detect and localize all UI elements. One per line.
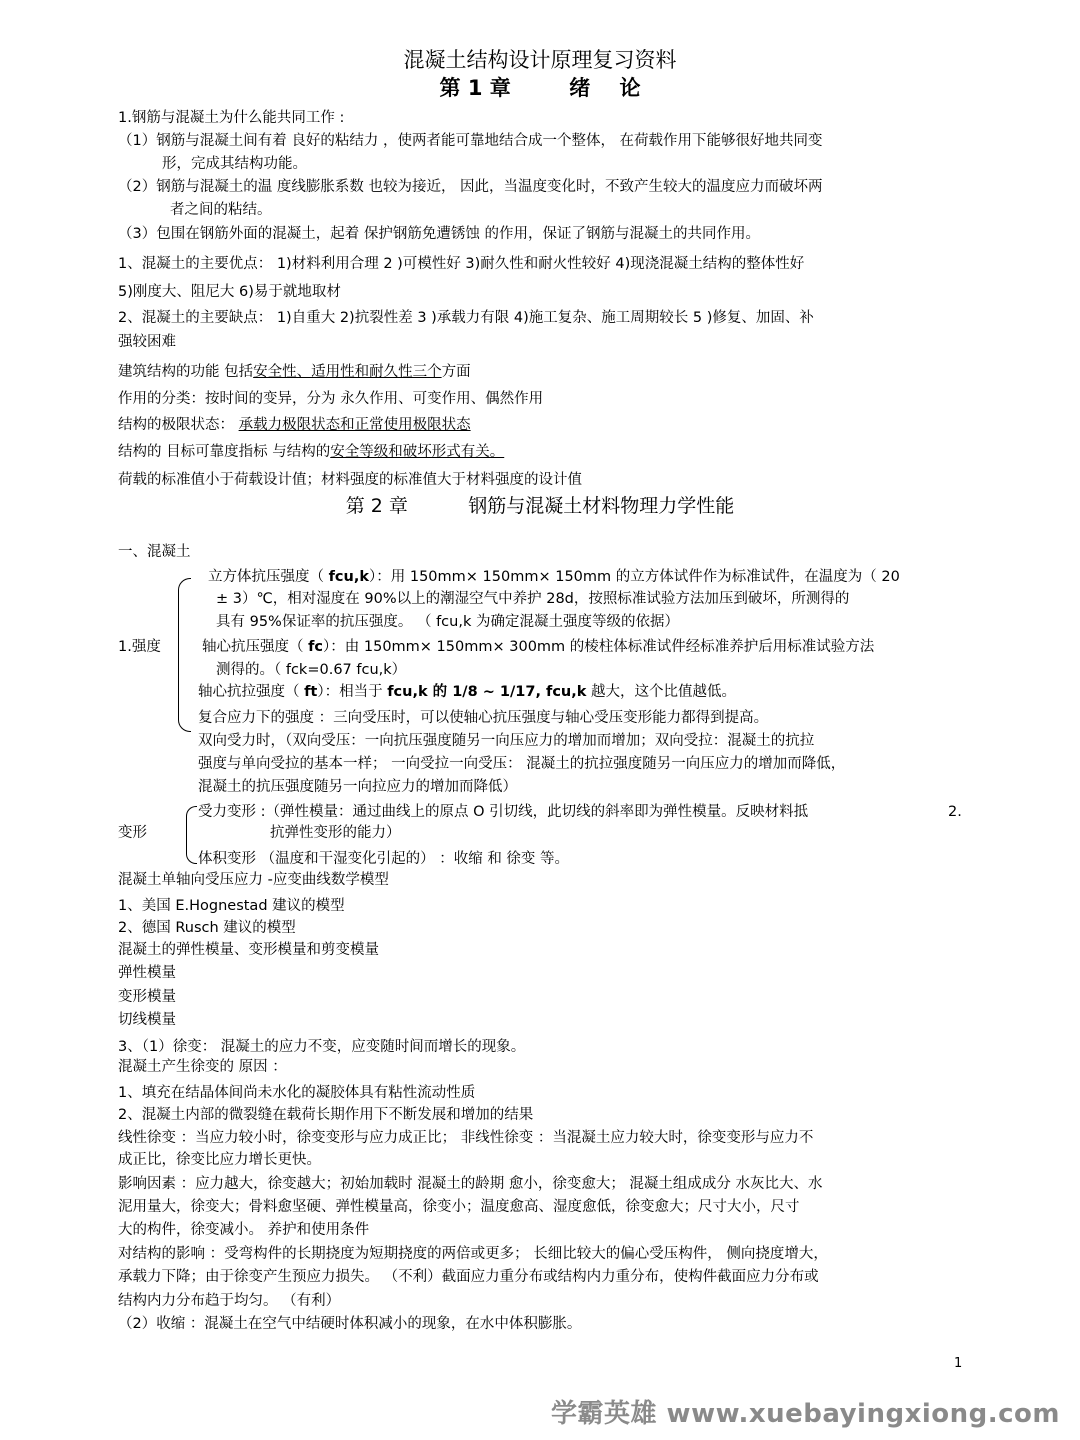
section-number: 2.	[948, 804, 962, 820]
creep-definition: 3、（1）徐变： 混凝土的应力不变，应变随时间而增长的现象。	[118, 1039, 526, 1055]
stress-deformation: 受力变形 :（弹性模量：通过曲线上的原点 O 引切线，此切线的斜率即为弹性模量。反映材料抵	[198, 804, 809, 820]
deformation-brace	[186, 806, 197, 864]
compound-stress-strength: 复合应力下的强度 ：三向受压时，可以使轴心抗压强度与轴心受压变形能力都得到提高。	[198, 710, 769, 726]
volume-deformation: 体积变形 （温度和干湿变化引起的） ：收缩 和 徐变 等。	[198, 851, 570, 867]
watermark: 学霸英雄 www.xuebayingxiong.com	[551, 1399, 1060, 1429]
advantages-cont: 5)刚度大、阻尼大 6)易于就地取材	[118, 284, 341, 300]
page-number: 1	[954, 1356, 963, 1371]
answer-2: （2）钢筋与混凝土的温 度线膨胀系数 也较为接近， 因此，当温度变化时，不致产生较大的温度应力而破坏两	[118, 179, 823, 195]
linear-creep: 线性徐变 ：当应力较小时，徐变变形与应力成正比； 非线性徐变 ：当混凝土应力较大时，徐变变形与应力不	[118, 1130, 814, 1146]
stress-deformation-cont: 抗弹性变形的能力）	[270, 825, 401, 841]
influence-factors-cont: 泥用量大，徐变大；骨料愈坚硬、弹性模量高，徐变小；温度愈高、湿度愈低，徐变愈大；尺寸大小，尺寸	[118, 1199, 800, 1215]
biaxial-stress: 双向受力时，（双向受压：一向抗压强度随另一向压应力的增加而增加；双向受拉：混凝土的抗拉	[198, 733, 815, 749]
structural-effects-cont: 承载力下降；由于徐变产生预应力损失。 （不利）截面应力重分布或结构内力重分布，使构件截面应力分布或	[118, 1269, 819, 1285]
cube-strength: 立方体抗压强度（ fcu,k）：用 150mm× 150mm× 150mm 的立方体试件作为标准试件，在温度为（ 20	[208, 569, 900, 585]
structure-function: 建筑结构的功能 包括安全性、适用性和耐久性三个方面	[118, 364, 471, 380]
axial-compressive-cont: 测得的。（ fck=0.67 fcu,k）	[216, 662, 407, 678]
reliability-index: 结构的 目标可靠度指标 与结构的安全等级和破坏形式有关。	[118, 444, 505, 460]
elastic-modulus: 弹性模量	[118, 965, 176, 981]
moduli-heading: 混凝土的弹性模量、变形模量和剪变模量	[118, 942, 379, 958]
linear-creep-cont: 成正比，徐变比应力增长更快。	[118, 1152, 321, 1168]
limit-states: 结构的极限状态： 承载力极限状态和正常使用极限状态	[118, 417, 471, 433]
stress-strain-model: 混凝土单轴向受压应力 -应变曲线数学模型	[118, 872, 389, 888]
creep-cause-1: 1、填充在结晶体间尚未水化的凝胶体具有粘性流动性质	[118, 1085, 476, 1101]
axial-compressive-strength: 轴心抗压强度（ fc）：由 150mm× 150mm× 300mm 的棱柱体标准试件经标准养护后用标准试验方法	[202, 639, 875, 655]
section-concrete: 一、混凝土	[118, 544, 191, 560]
chapter-2-heading: 第 2 章 钢筋与混凝土材料物理力学性能	[345, 495, 735, 517]
influence-factors-cont2: 大的构件，徐变减小。 养护和使用条件	[118, 1222, 370, 1238]
disadvantages-cont: 强较困难	[118, 334, 176, 350]
answer-2-cont: 者之间的粘结。	[170, 202, 272, 218]
strength-brace	[178, 578, 191, 732]
disadvantages: 2、混凝土的主要缺点： 1)自重大 2)抗裂性差 3 )承载力有限 4)施工复杂、施工周期较长 5 )修复、加固、补	[118, 310, 814, 326]
creep-cause-2: 2、混凝土内部的微裂缝在载荷长期作用下不断发展和增加的结果	[118, 1107, 534, 1123]
creep-causes: 混凝土产生徐变的 原因 ：	[118, 1059, 287, 1075]
structural-effects-cont2: 结构内力分布趋于均匀。 （有利）	[118, 1293, 341, 1309]
tangent-modulus: 切线模量	[118, 1012, 176, 1028]
biaxial-stress-cont: 强度与单向受拉的基本一样； 一向受拉一向受压： 混凝土的抗拉强度随另一向压应力的增加而降低，	[198, 756, 846, 772]
model-hognestad: 1、美国 E.Hognestad 建议的模型	[118, 898, 345, 914]
biaxial-stress-cont2: 混凝土的抗压强度随另一向拉应力的增加而降低）	[198, 779, 517, 795]
document-title: 混凝土结构设计原理复习资料	[403, 48, 677, 72]
cube-strength-cont2: 具有 95%保证率的抗压强度。 （ fcu,k 为确定混凝土强度等级的依据）	[216, 614, 679, 630]
structural-effects: 对结构的影响 ：受弯构件的长期挠度为短期挠度的两倍或更多； 长细比较大的偏心受压构件， 侧向挠度增大，	[118, 1246, 828, 1262]
deformation-label: 变形	[118, 825, 147, 841]
strength-label: 1.强度	[118, 639, 161, 655]
advantages: 1、混凝土的主要优点： 1)材料利用合理 2 )可模性好 3)耐久性和耐火性较好 4)现浇混凝土结构的整体性好	[118, 256, 805, 272]
model-rusch: 2、德国 Rusch 建议的模型	[118, 920, 296, 936]
answer-1: （1）钢筋与混凝土间有着 良好的粘结力 ，使两者能可靠地结合成一个整体， 在荷载作用下能够很好地共同变	[118, 133, 823, 149]
deformation-modulus: 变形模量	[118, 989, 176, 1005]
question-1: 1.钢筋与混凝土为什么能共同工作 :	[118, 110, 345, 126]
load-values: 荷载的标准值小于荷载设计值；材料强度的标准值大于材料强度的设计值	[118, 472, 582, 488]
influence-factors: 影响因素 ：应力越大，徐变越大；初始加载时 混凝土的龄期 愈小，徐变愈大； 混凝土组成成分 水灰比大、水	[118, 1176, 823, 1192]
cube-strength-cont: ± 3）℃，相对湿度在 90%以上的潮湿空气中养护 28d，按照标准试验方法加压到破坏，所测得的	[216, 591, 850, 607]
axial-tensile-strength: 轴心抗拉强度（ ft）：相当于 fcu,k 的 1/8 ~ 1/17, fcu,k 越大，这个比值越低。	[198, 684, 737, 700]
answer-3: （3）包围在钢筋外面的混凝土，起着 保护钢筋免遭锈蚀 的作用，保证了钢筋与混凝土的共同作用。	[118, 226, 760, 242]
answer-1-cont: 形，完成其结构功能。	[162, 156, 307, 172]
chapter-1-heading: 第 1 章 绪 论	[439, 76, 641, 100]
shrinkage: （2）收缩 ：混凝土在空气中结硬时体积减小的现象，在水中体积膨胀。	[118, 1316, 582, 1332]
action-classification: 作用的分类：按时间的变异，分为 永久作用、可变作用、偶然作用	[118, 391, 544, 407]
